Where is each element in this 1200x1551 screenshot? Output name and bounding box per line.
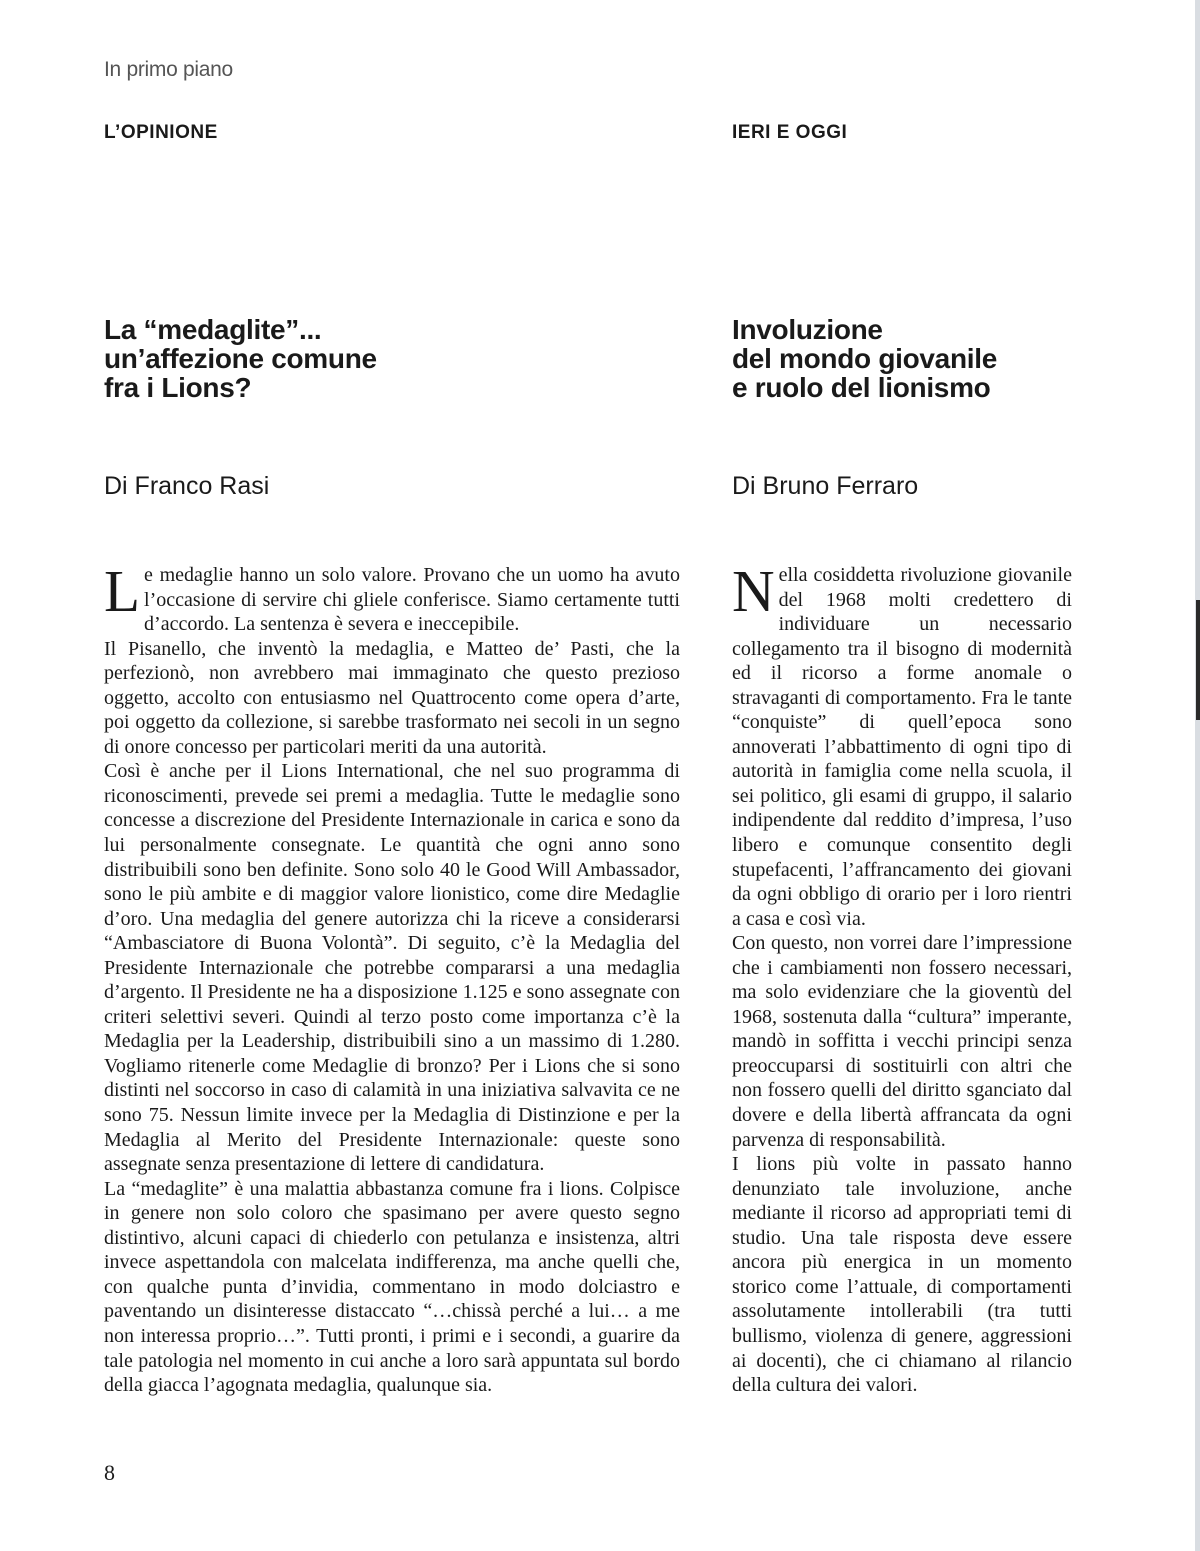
left-paragraph-1-text: e medaglie hanno un solo valore. Provano che un uomo ha avuto l’occasione di servire chi gliele conferisce. Siamo certamente tutti d’accordo. La sentenza è severa e ineccepibile. — [144, 564, 680, 636]
right-article-kicker: IERI E OGGI — [732, 122, 848, 143]
left-drop-cap: L — [104, 558, 141, 624]
right-title-line-2: del mondo giovanile — [732, 343, 997, 374]
left-paragraph-2: Il Pisanello, che inventò la medaglia, e Matteo de’ Pasti, che la perfezionò, non avrebbero mai immaginato che questo prezioso oggetto, accolto con entusiasmo nel Quattrocento come opera d’arte, poi oggetto da collezione, si sarebbe trasformato nei secoli in un segno di onore concesso per particolari meriti da una autorità. — [104, 637, 680, 758]
right-paragraph-1 — [732, 558, 1072, 931]
page-edge-marker — [1196, 600, 1200, 720]
right-article-byline: Di Bruno Ferraro — [732, 472, 919, 500]
right-article-body — [732, 558, 1072, 1398]
page-edge-strip — [1195, 0, 1200, 1551]
right-paragraph-1-text: ella cosiddetta rivoluzione giovanile del 1968 molti credettero di individuare un necessario collegamento tra il bisogno di modernità ed il ricorso a forme anomale o stravaganti di comportamento. Fra le tante “conquiste” di quell’epoca sono annoverati l’abbattimento di ogni tipo di autorità in famiglia come nella scuola, il sei politico, gli esami di gruppo, il salario indipendente dal reddito d’impresa, l’uso libero e comunque consentito degli stupefacenti, l’affrancamento dei giovani da ogni obbligo di orario per i loro rientri a casa e così via. — [732, 564, 1072, 930]
right-title-line-3: e ruolo del lionismo — [732, 372, 991, 403]
right-article-title — [732, 315, 1200, 402]
left-title-line-3: fra i Lions? — [104, 372, 252, 403]
right-paragraph-2: Con questo, non vorrei dare l’impressione che i cambiamenti non fossero necessari, ma solo evidenziare che la gioventù del 1968, sostenuta dalla “cultura” imperante, mandò in soffitta i vecchi principi senza preoccuparsi di sostituirli con altri che non fossero quelli del diritto sganciato dal dovere e della libertà affrancata da ogni parvenza di responsabilità. — [732, 932, 1072, 1151]
left-article-body — [104, 558, 680, 1398]
left-article-title — [104, 315, 664, 402]
section-label: In primo piano — [104, 58, 233, 81]
left-paragraph-4: La “medaglite” è una malattia abbastanza comune fra i lions. Colpisce in genere non solo coloro che spasimano per avere questo segno distintivo, alcuni capaci di chiederlo con petulanza e insistenza, altri invece aspettandola con malcelata indifferenza, ma anche quelli che, con qualche punta d’invidia, commentano in modo dolciastro e paventando un disinteresse distaccato “…chissà perché a lui… a me non interessa proprio…”. Tutti pronti, i primi e i secondi, a guarire da tale patologia nel momento in cui anche a loro sarà appuntata sul bordo della giacca l’agognata medaglia, qualunque sia. — [104, 1177, 680, 1397]
left-article-byline: Di Franco Rasi — [104, 472, 270, 500]
right-drop-cap: N — [732, 558, 775, 624]
left-title-line-1: La “medaglite”... — [104, 314, 322, 345]
page-number: 8 — [104, 1460, 115, 1485]
left-title-line-2: un’affezione comune — [104, 343, 377, 374]
left-paragraph-1 — [104, 558, 680, 637]
left-paragraph-3: Così è anche per il Lions International, che nel suo programma di riconoscimenti, prevede sei premi a medaglia. Tutte le medaglie sono concesse a discrezione del Presidente Internazionale in carica e sono da lui personalmente consegnate. Le quantità che ogni anno sono distribuibili sono ben definite. Sono solo 40 le Good Will Ambassador, sono le più ambite e di maggior valore lionistico, come dire Medaglie d’oro. Una medaglia del genere autorizza chi la riceve a considerarsi “Ambasciatore di Buona Volontà”. Di seguito, c’è la Medaglia del Presidente Internazionale che potrebbe compararsi a una medaglia d’argento. Il Presidente ne ha a disposizione 1.125 e sono assegnate con criteri selettivi severi. Quindi al terzo posto come importanza c’è la Medaglia per la Leadership, distribuibili sino a un massimo di 1.280. Vogliamo ritenerle come Medaglie di bronzo? Per i Lions che si sono distinti nel soccorso in caso di calamità in una iniziativa salvavita ce ne sono 75. Nessun limite invece per la Medaglia di Distinzione e per la Medaglia al Merito del Presidente Internazionale: queste sono assegnate senza presentazione di lettere di candidatura. — [104, 760, 680, 1176]
left-article-kicker: L’OPINIONE — [104, 122, 218, 143]
right-paragraph-3: I lions più volte in passato hanno denunziato tale involuzione, anche mediante il ricorso ad appropriati temi di studio. Una tale risposta deve essere ancora più energica in un momento storico come l’attuale, di comportamenti assolutamente intollerabili (tra tutti bullismo, violenza di genere, aggressioni ai docenti), che ci chiamano al rilancio della cultura dei valori. — [732, 1153, 1072, 1397]
right-title-line-1: Involuzione — [732, 314, 883, 345]
